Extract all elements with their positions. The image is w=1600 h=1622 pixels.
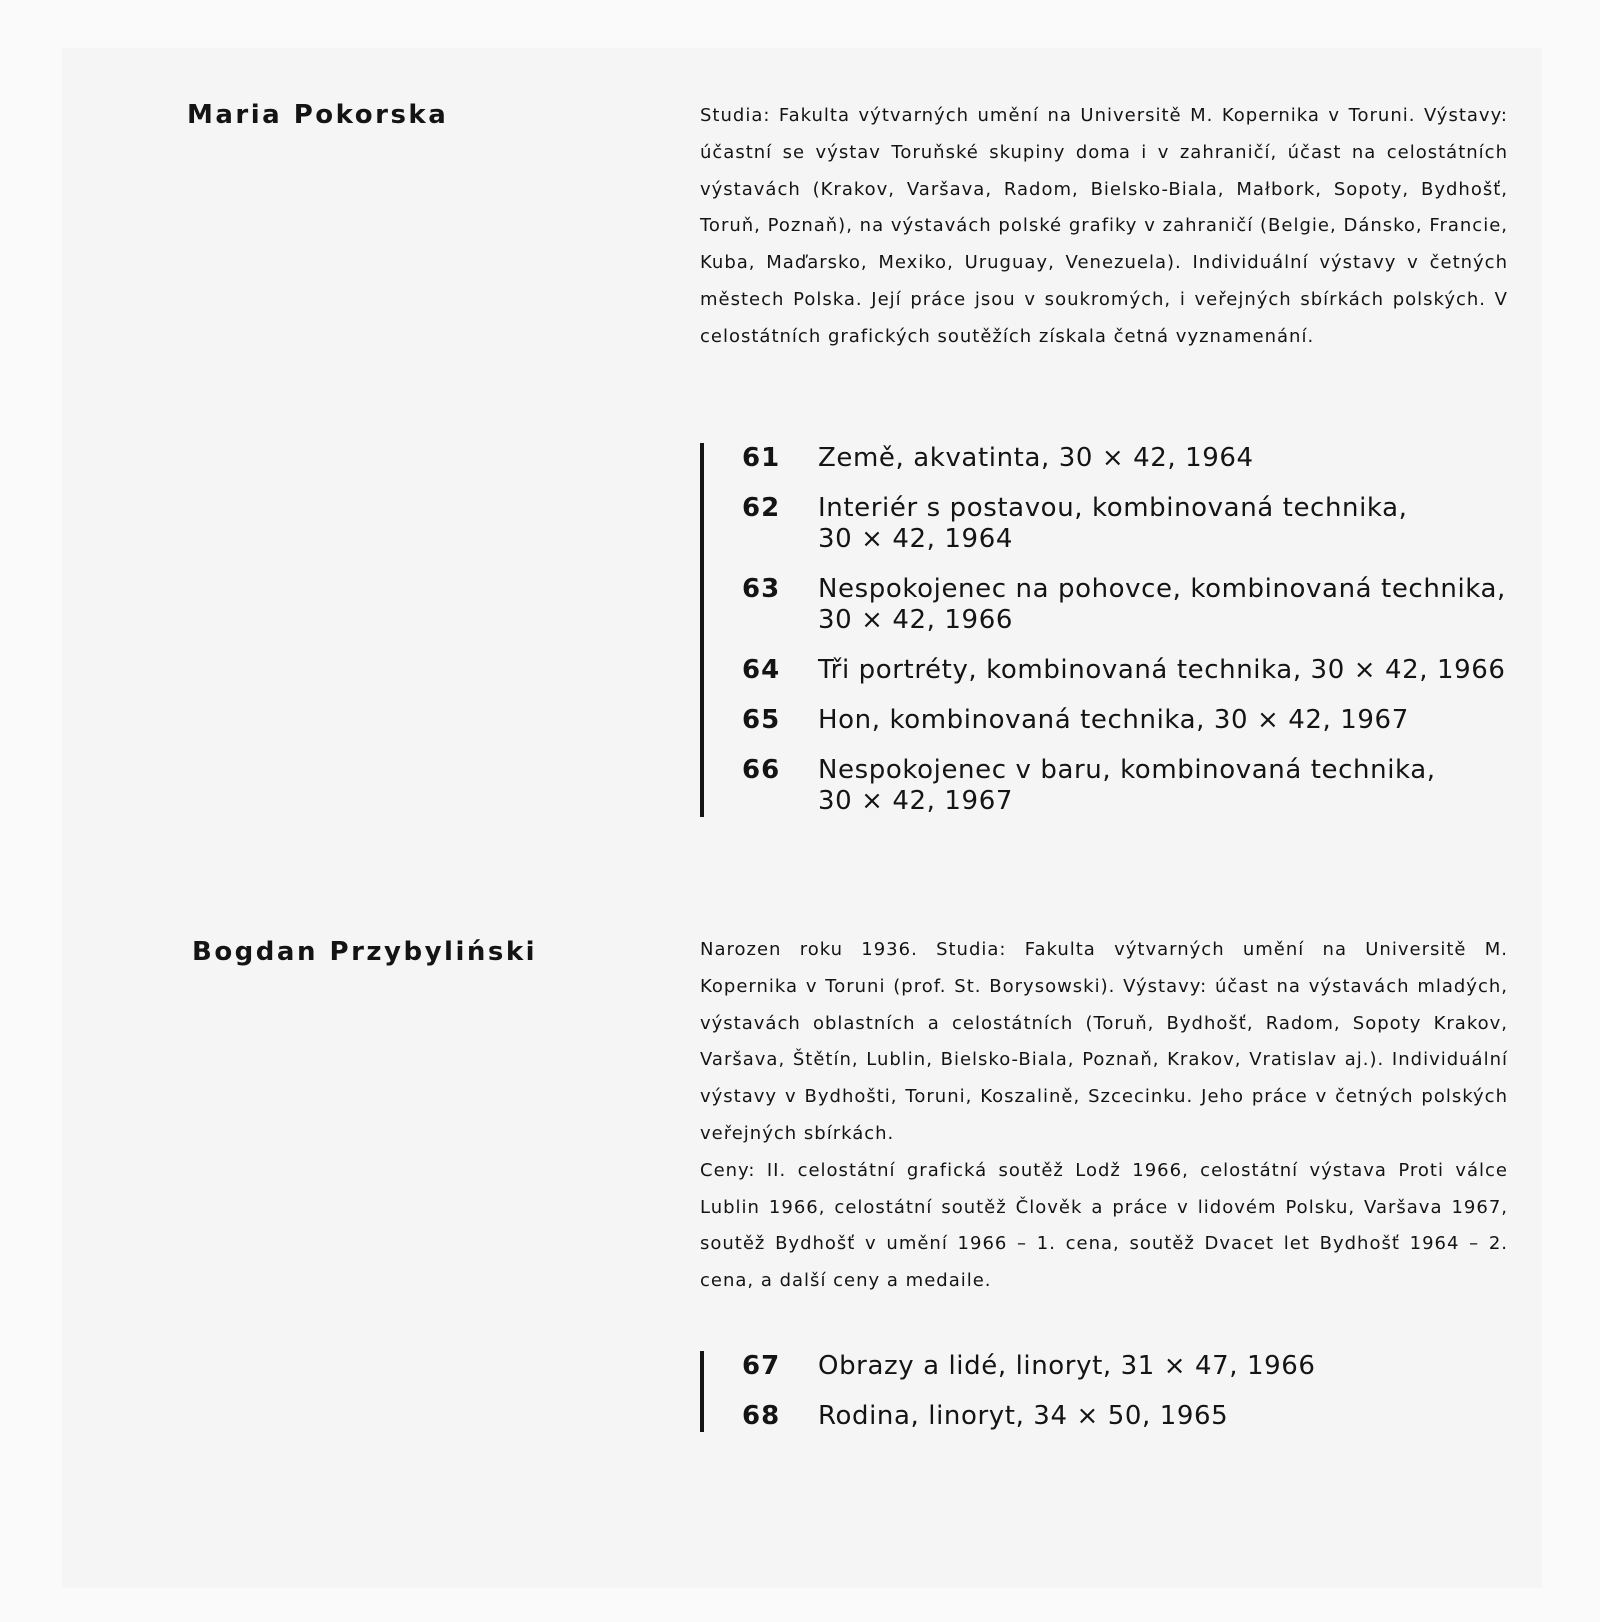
work-item bbox=[742, 705, 1506, 736]
work-item bbox=[742, 655, 1506, 686]
work-line: Nespokojenec v baru, kombinovaná technika, bbox=[818, 755, 1436, 785]
work-description bbox=[818, 705, 1506, 736]
work-description bbox=[818, 574, 1506, 636]
bio-paragraph: Ceny: II. celostátní grafická soutěž Lodž 1966, celostátní výstava Proti válce Lublin 1966, celostátní soutěž Člověk a práce v lidovém Polsku, Varšava 1967, soutěž Bydhošť v umění 1966 – 1. cena, soutěž Dvacet let Bydhošť 1964 – 2. cena, a další ceny a medaile. bbox=[700, 1159, 1508, 1292]
work-item bbox=[742, 1401, 1316, 1432]
work-number: 67 bbox=[742, 1351, 781, 1381]
work-line: Tři portréty, kombinovaná technika, 30 × 42, 1966 bbox=[818, 655, 1506, 685]
work-description bbox=[818, 443, 1506, 474]
work-line: Interiér s postavou, kombinovaná technika, bbox=[818, 493, 1408, 523]
work-line: Obrazy a lidé, linoryt, 31 × 47, 1966 bbox=[818, 1351, 1316, 1381]
work-item bbox=[742, 574, 1506, 636]
work-line: 30 × 42, 1967 bbox=[818, 786, 1013, 816]
work-item bbox=[742, 1351, 1316, 1382]
work-line: 30 × 42, 1964 bbox=[818, 524, 1013, 554]
work-line: Rodina, linoryt, 34 × 50, 1965 bbox=[818, 1401, 1229, 1431]
work-number: 62 bbox=[742, 493, 781, 523]
work-number: 66 bbox=[742, 755, 781, 785]
work-description bbox=[818, 655, 1506, 686]
work-number: 64 bbox=[742, 655, 781, 685]
work-line: Země, akvatinta, 30 × 42, 1964 bbox=[818, 443, 1254, 473]
work-description bbox=[818, 1401, 1316, 1432]
work-line: Hon, kombinovaná technika, 30 × 42, 1967 bbox=[818, 705, 1409, 735]
work-description bbox=[818, 493, 1506, 555]
work-item bbox=[742, 493, 1506, 555]
work-item bbox=[742, 755, 1506, 817]
works-list-pokorska bbox=[700, 443, 1506, 817]
artist-bio-przybylinski bbox=[700, 932, 1508, 1300]
work-number: 68 bbox=[742, 1401, 781, 1431]
work-item bbox=[742, 443, 1506, 474]
artist-name-przybylinski: Bogdan Przybyliński bbox=[192, 937, 538, 967]
work-number: 65 bbox=[742, 705, 781, 735]
works-list-przybylinski bbox=[700, 1351, 1316, 1432]
artist-bio-pokorska bbox=[700, 98, 1508, 356]
artist-name-pokorska: Maria Pokorska bbox=[187, 100, 449, 130]
work-description bbox=[818, 755, 1506, 817]
work-number: 63 bbox=[742, 574, 781, 604]
work-description bbox=[818, 1351, 1316, 1382]
work-line: Nespokojenec na pohovce, kombinovaná technika, bbox=[818, 574, 1506, 604]
work-number: 61 bbox=[742, 443, 781, 473]
work-line: 30 × 42, 1966 bbox=[818, 605, 1013, 635]
bio-paragraph: Narozen roku 1936. Studia: Fakulta výtvarných umění na Universitě M. Kopernika v Toruni (prof. St. Borysowski). Výstavy: účast na výstavách mladých, výstavách oblastních a celostátních (Toruň, Bydhošť, Radom, Sopoty Krakov, Varšava, Štětín, Lublin, Bielsko-Biala, Poznaň, Krakov, Vratislav aj.). Individuální výstavy v Bydhošti, Toruni, Koszalině, Szcecinku. Jeho práce v četných polských veřejných sbírkách. bbox=[700, 939, 1508, 1144]
bio-paragraph: Studia: Fakulta výtvarných umění na Universitě M. Kopernika v Toruni. Výstavy: účastní se výstav Toruňské skupiny doma i v zahraničí, účast na celostátních výstavách (Krakov, Varšava, Radom, Bielsko-Biala, Małbork, Sopoty, Bydhošť, Toruň, Poznaň), na výstavách polské grafiky v zahraničí (Belgie, Dánsko, Francie, Kuba, Maďarsko, Mexiko, Uruguay, Venezuela). Individuální výstavy v četných městech Polska. Její práce jsou v soukromých, i veřejných sbírkách polských. V celostátních grafických soutěžích získala četná vyznamenání. bbox=[700, 105, 1508, 347]
